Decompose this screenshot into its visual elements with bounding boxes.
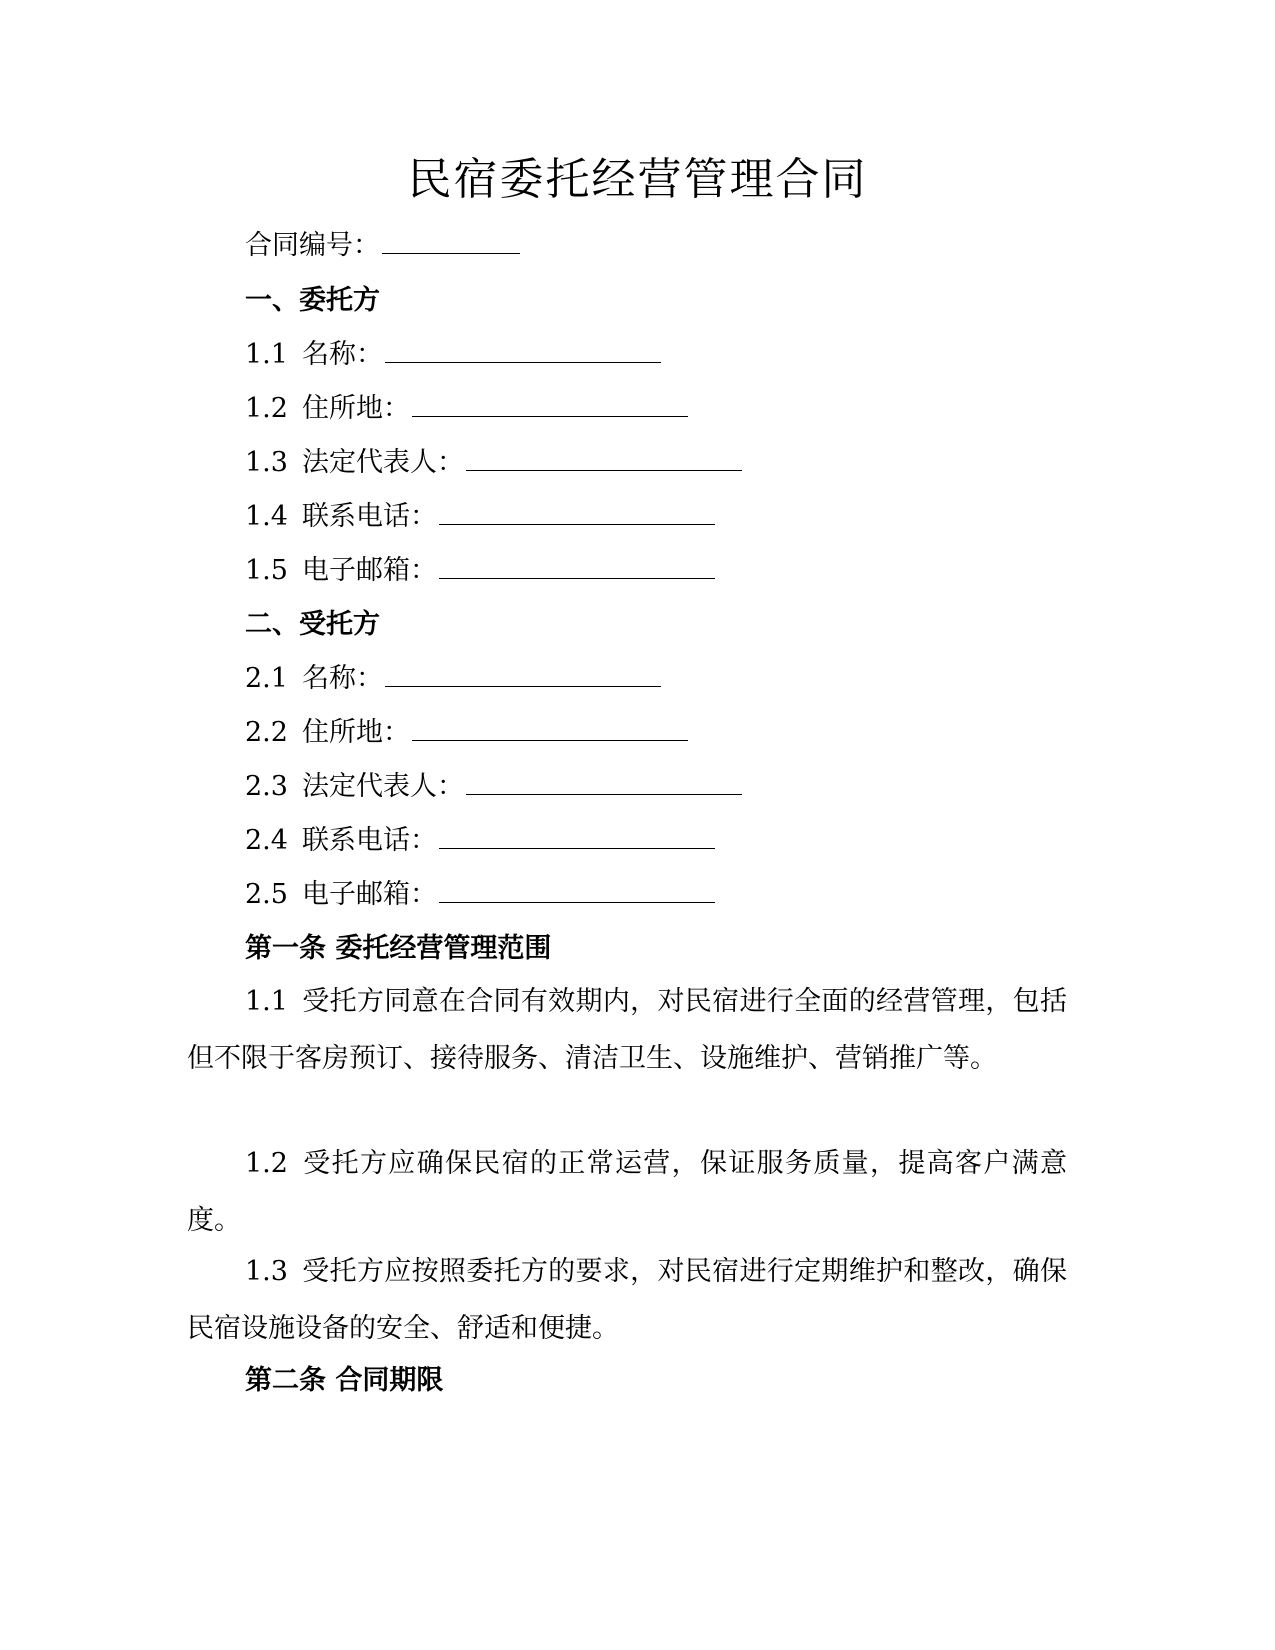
party-a-heading: 一、委托方: [245, 285, 380, 316]
field-blank[interactable]: [439, 876, 715, 903]
party-a-field: [245, 443, 742, 483]
clause-text: 受托方应确保民宿的正常运营，保证服务质量，提高客户满意度。: [187, 1148, 1067, 1236]
party-b-field: [245, 875, 715, 915]
article-1-clause: [187, 1135, 1067, 1249]
party-b-field: [245, 659, 661, 699]
field-number: 2.4: [245, 825, 288, 856]
party-a-field: [245, 335, 661, 375]
clause-number: 1.3: [245, 1256, 288, 1287]
article-1-clause: [187, 973, 1067, 1087]
party-b-heading: 二、受托方: [245, 609, 380, 640]
field-number: 1.3: [245, 447, 288, 478]
field-blank[interactable]: [466, 444, 742, 471]
article-1-heading: 第一条 委托经营管理范围: [245, 933, 552, 964]
field-label: 名称：: [301, 663, 383, 694]
party-a-field: [245, 551, 715, 591]
field-blank[interactable]: [412, 714, 688, 741]
clause-number: 1.2: [245, 1148, 288, 1179]
field-label: 法定代表人：: [301, 447, 464, 478]
field-label: 电子邮箱：: [301, 879, 437, 910]
field-number: 1.1: [245, 339, 288, 370]
party-a-field: [245, 497, 715, 537]
party-b-field: [245, 713, 688, 753]
field-label: 联系电话：: [301, 501, 437, 532]
party-a-field: [245, 389, 688, 429]
field-label: 联系电话：: [301, 825, 437, 856]
contract-number-line: [245, 226, 520, 266]
field-number: 2.5: [245, 879, 288, 910]
field-number: 2.3: [245, 771, 288, 802]
field-label: 住所地：: [301, 393, 410, 424]
clause-text: 受托方应按照委托方的要求，对民宿进行定期维护和整改，确保民宿设施设备的安全、舒适和便捷。: [187, 1256, 1067, 1344]
field-blank[interactable]: [385, 336, 661, 363]
field-blank[interactable]: [439, 552, 715, 579]
field-blank[interactable]: [439, 498, 715, 525]
party-b-field: [245, 767, 742, 807]
field-label: 法定代表人：: [301, 771, 464, 802]
field-blank[interactable]: [412, 390, 688, 417]
field-blank[interactable]: [385, 660, 661, 687]
document-title: 民宿委托经营管理合同: [407, 154, 868, 205]
article-2-heading: 第二条 合同期限: [245, 1365, 444, 1396]
field-blank[interactable]: [439, 822, 715, 849]
field-number: 1.4: [245, 501, 288, 532]
contract-number-blank[interactable]: [382, 227, 520, 254]
field-number: 1.2: [245, 393, 288, 424]
field-blank[interactable]: [466, 768, 742, 795]
contract-number-label: 合同编号：: [245, 230, 380, 261]
field-number: 1.5: [245, 555, 288, 586]
field-label: 名称：: [301, 339, 383, 370]
field-label: 住所地：: [301, 717, 410, 748]
article-1-clause: [187, 1243, 1067, 1357]
field-number: 2.2: [245, 717, 288, 748]
field-number: 2.1: [245, 663, 288, 694]
field-label: 电子邮箱：: [301, 555, 437, 586]
clause-text: 受托方同意在合同有效期内，对民宿进行全面的经营管理，包括但不限于客房预订、接待服务、清洁卫生、设施维护、营销推广等。: [187, 986, 1067, 1074]
clause-number: 1.1: [245, 986, 288, 1017]
party-b-field: [245, 821, 715, 861]
